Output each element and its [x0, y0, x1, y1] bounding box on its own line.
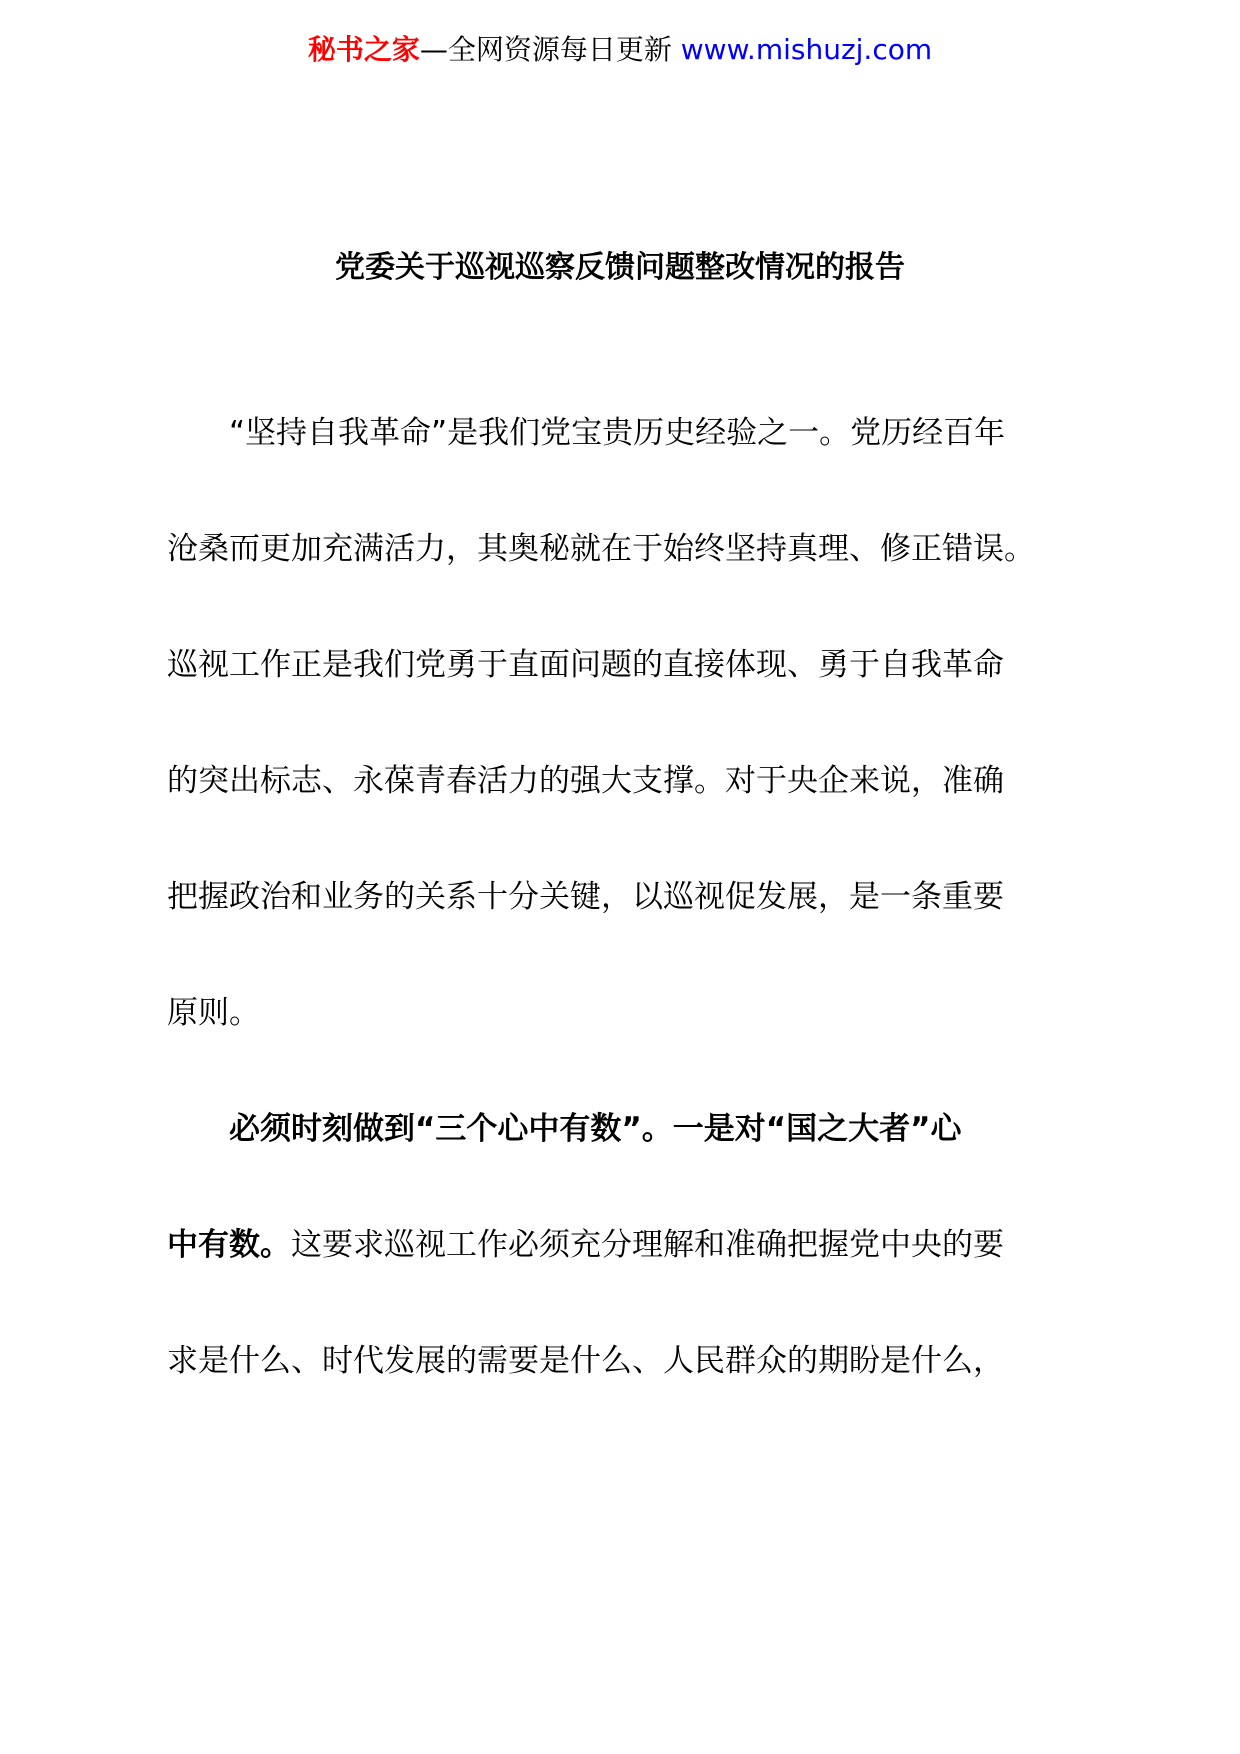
paragraph-2-line-3: 求是什么、时代发展的需要是什么、人民群众的期盼是什么， [167, 1343, 1004, 1379]
page-header [0, 30, 1240, 70]
paragraph-1-line-1: “坚持自我革命”是我们党宝贵历史经验之一。党历经百年 [229, 415, 1006, 451]
paragraph-2-line-2-text: 这要求巡视工作必须充分理解和准确把握党中央的要 [291, 1227, 1004, 1263]
paragraph-1-line-5: 把握政治和业务的关系十分关键，以巡视促发展，是一条重要 [167, 879, 1004, 915]
paragraph-1-line-4: 的突出标志、永葆青春活力的强大支撑。对于央企来说，准确 [167, 763, 1004, 799]
paragraph-2-line-2 [167, 1223, 1004, 1267]
paragraph-2-line-1: 必须时刻做到“三个心中有数”。一是对“国之大者”心 [229, 1111, 962, 1147]
header-url-link[interactable]: www.mishuzj.com [680, 33, 933, 66]
header-tagline: —全网资源每日更新 [419, 33, 681, 66]
paragraph-1-line-6: 原则。 [167, 995, 260, 1031]
header-brand: 秘书之家 [307, 33, 420, 66]
paragraph-2-emphasis: 中有数。 [167, 1227, 291, 1263]
document-title: 党委关于巡视巡察反馈问题整改情况的报告 [335, 250, 905, 285]
paragraph-1-line-3: 巡视工作正是我们党勇于直面问题的直接体现、勇于自我革命 [167, 647, 1004, 683]
paragraph-1-line-2: 沧桑而更加充满活力，其奥秘就在于始终坚持真理、修正错误。 [167, 531, 1035, 567]
